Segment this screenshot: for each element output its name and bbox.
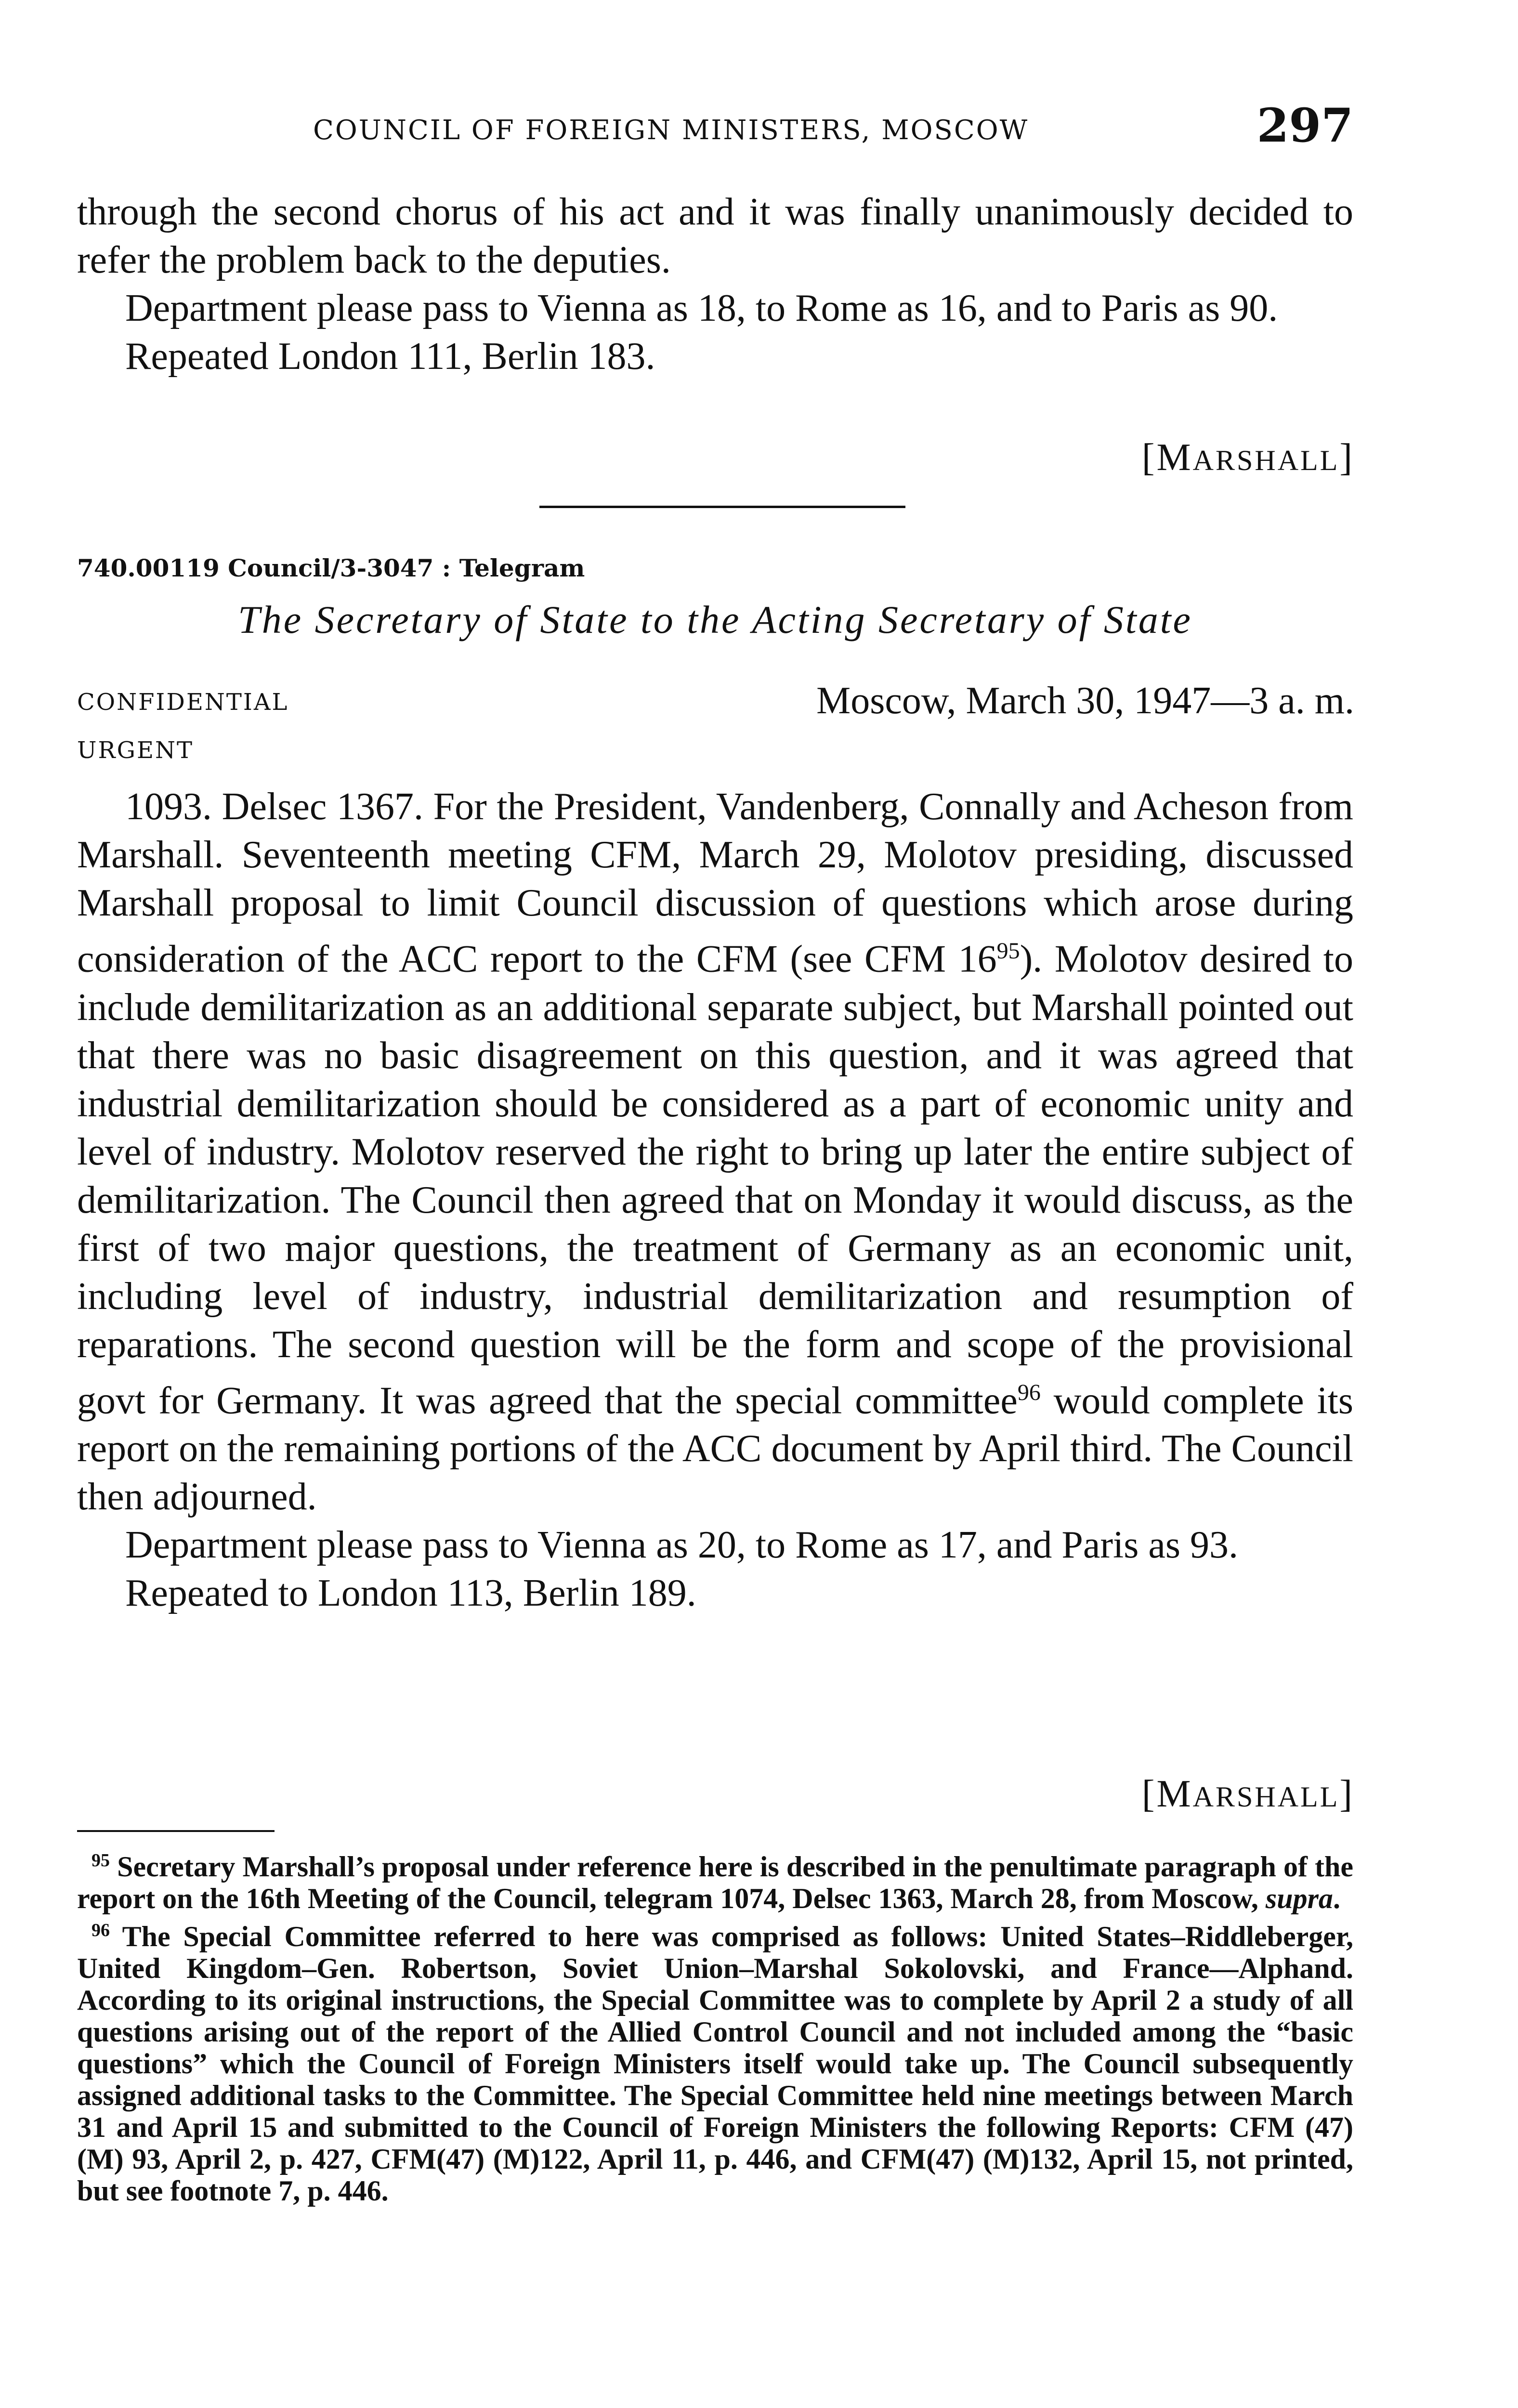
footnote-mark: 95	[92, 1850, 110, 1871]
paragraph-repeated-2: Repeated to London 113, Berlin 189.	[125, 1572, 696, 1615]
signature-close: ]	[1339, 436, 1354, 479]
footnote-95	[77, 1845, 1353, 1914]
signature-open: [M	[1141, 436, 1193, 479]
signature-marshall-2	[1142, 1772, 1354, 1816]
footnote-ref-95: 95	[996, 938, 1020, 964]
running-title: COUNCIL OF FOREIGN MINISTERS, MOSCOW	[313, 115, 1029, 146]
running-header	[77, 92, 1353, 164]
footnote-96	[77, 1914, 1353, 2207]
signature-smallcaps: ARSHALL	[1192, 1781, 1340, 1813]
classification-label: CONFIDENTIAL	[77, 689, 289, 716]
document-title: The Secretary of State to the Acting Secretary of State	[238, 598, 1192, 641]
footnote-mark: 96	[92, 1920, 110, 1940]
footnote-italic: supra	[1265, 1883, 1333, 1914]
page-number: 297	[1256, 98, 1353, 153]
main-part-2: ). Molotov desired to include demilitarization as an additional separate subject, but Marshall pointed out that there was no basic disagreement on this question, and it was agreed that industrial demilitarization should be considered as a part of economic unity and level of industry. Molotov reserved the right to bring up later the entire subject of demilitarization. The Council then agreed that on Monday it would discuss, as the first of two major questions, the treatment of Germany as an economic unit, including level of industry, industrial demilitarization and resumption of reparations. The second question will be the form and scope of the provisional govt for Germany. It was agreed that the special committee	[77, 938, 1354, 1422]
dateline: Moscow, March 30, 1947—3 a. m.	[816, 680, 1354, 722]
continued-text	[77, 188, 1353, 380]
paragraph-repeated: Repeated London 111, Berlin 183.	[125, 335, 655, 378]
signature-close: ]	[1339, 1773, 1354, 1815]
paragraph-continuation: through the second chorus of his act and it was finally unanimously decided to refer the problem back to the deputies.	[77, 191, 1353, 281]
footnote-text-b: .	[1333, 1883, 1340, 1914]
footnotes	[77, 1845, 1353, 2207]
main-part-1: 1093. Delsec 1367. For the President, Vandenberg, Connally and Acheson from Marshall. Seventeenth meeting CFM, March 29, Molotov presiding, discussed Marshall proposal to limit Council discussion of questions which arose during consideration of the ACC report to the CFM (see CFM 16	[77, 785, 1353, 981]
signature-open: [M	[1141, 1773, 1193, 1815]
main-part-3: would complete its report on the remaining portions of the ACC document by April third. The Council then adjourned.	[77, 1379, 1353, 1518]
signature-marshall-1	[1142, 436, 1354, 480]
document-reference: 740.00119 Council/3-3047 : Telegram	[77, 554, 585, 582]
paragraph-pass-instructions-2: Department please pass to Vienna as 20, to Rome as 17, and Paris as 93.	[125, 1524, 1239, 1567]
telegram-body	[77, 783, 1353, 1617]
signature-smallcaps: ARSHALL	[1192, 445, 1340, 476]
footnote-ref-96: 96	[1017, 1379, 1041, 1405]
paragraph-main	[77, 783, 1353, 1521]
paragraph-pass-instructions: Department please pass to Vienna as 18, to Rome as 16, and to Paris as 90.	[125, 287, 1278, 329]
footnote-text: The Special Committee referred to here was comprised as follows: United States–Riddleberger, United Kingdom–Gen. Robertson, Soviet Union–Marshal Sokolovski, and France—Alphand. According to its original instructions, the Special Committee was to complete by April 2 a study of all questions arising out of the report of the Allied Control Council and not included among the “basic questions” which the Council of Foreign Ministers itself would take up. The Council subsequently assigned additional tasks to the Committee. The Special Committee held nine meetings between March 31 and April 15 and submitted to the Council of Foreign Ministers the following Reports: CFM (47) (M) 93, April 2, p. 427, CFM(47) (M)122, April 11, p. 446, and CFM(47) (M)132, April 15, not printed, but see footnote 7, p. 446.	[77, 1921, 1353, 2207]
priority-label: URGENT	[77, 737, 194, 764]
footnote-divider	[77, 1830, 275, 1832]
footnote-text-a: Secretary Marshall’s proposal under reference here is described in the penultimate paragraph of the report on the 16th Meeting of the Council, telegram 1074, Delsec 1363, March 28, from Moscow,	[77, 1851, 1353, 1914]
section-divider	[539, 506, 905, 508]
